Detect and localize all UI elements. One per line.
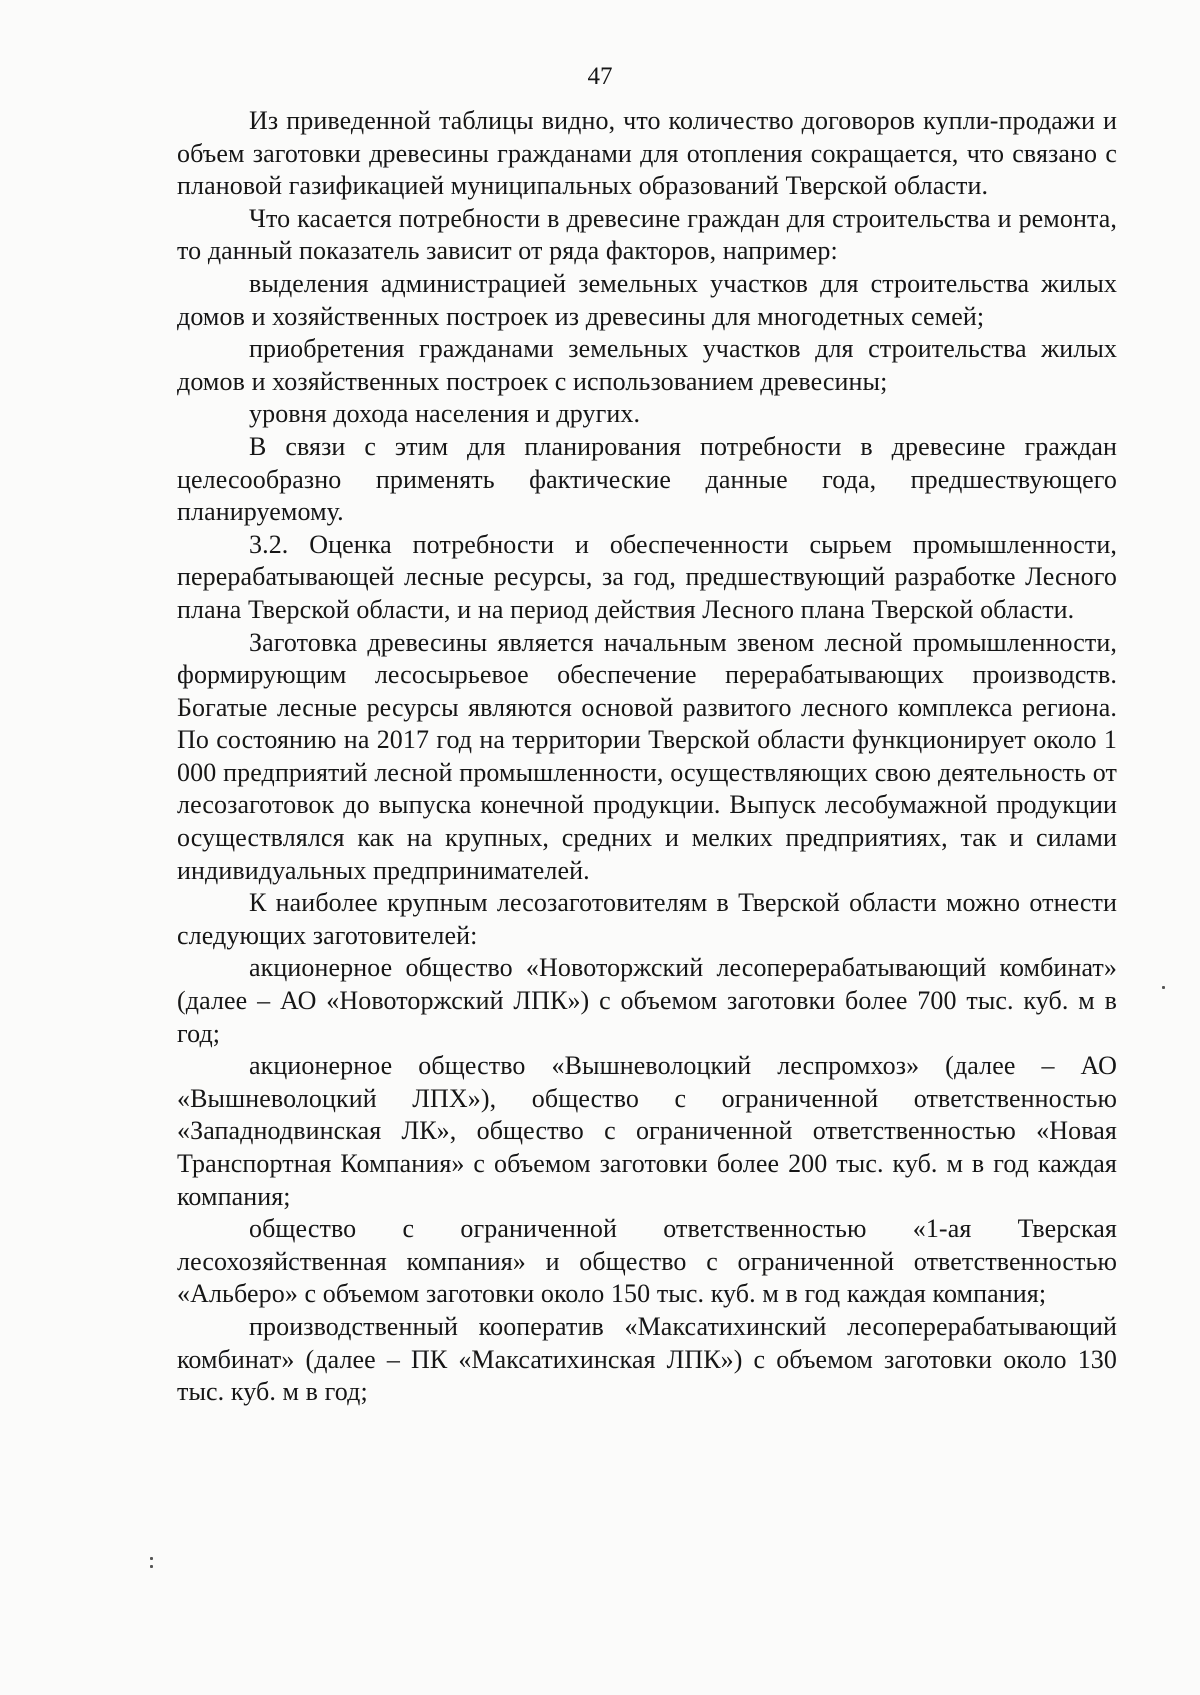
paragraph-land-allocation: выделения администрацией земельных участков для строительства жилых домов и хозяйственных построек из древесины для многодетных семей; bbox=[177, 268, 1117, 331]
paragraph-forest-industry: Заготовка древесины является начальным звеном лесной промышленности, формирующим лесосырьевое обеспечение перерабатывающих производств. Богатые лесные ресурсы являются основой развитого лесного комплекса региона. По состоянию на 2017 год на территории Тверской области функционирует около 1 000 предприятий лесной промышленности, осуществляющих свою деятельность от лесозаготовок до выпуска конечной продукции. Выпуск лесобумажной продукции осуществлялся как на крупных, средних и мелких предприятиях, так и силами индивидуальных предпринимателей. bbox=[177, 627, 1117, 885]
document-body bbox=[177, 105, 1117, 1409]
scan-speck bbox=[150, 1565, 153, 1568]
list-item-novotorzhsky: акционерное общество «Новоторжский лесоперерабатывающий комбинат» (далее – АО «Новоторжский ЛПК») с объемом заготовки более 700 тыс. куб. м в год; bbox=[177, 953, 1117, 1048]
paragraph-planning: В связи с этим для планирования потребности в древесине граждан целесообразно применять фактические данные года, предшествующего планируемому. bbox=[177, 431, 1117, 527]
page-number: 47 bbox=[587, 63, 613, 90]
scan-speck bbox=[150, 1557, 153, 1560]
scan-speck bbox=[1162, 986, 1165, 989]
paragraph-table-conclusion: Из приведенной таблицы видно, что количество договоров купли-продажи и объем заготовки древесины гражданами для отопления сокращается, что связано с плановой газификацией муниципальных образований Тверской области. bbox=[177, 106, 1117, 201]
paragraph-land-purchase: приобретения гражданами земельных участков для строительства жилых домов и хозяйственных построек с использованием древесины; bbox=[177, 334, 1117, 396]
paragraph-construction-needs: Что касается потребности в древесине граждан для строительства и ремонта, то данный показатель зависит от ряда факторов, например: bbox=[177, 203, 1117, 266]
paragraph-income-level: уровня дохода населения и других. bbox=[249, 399, 641, 429]
paragraph-largest-harvesters: К наиболее крупным лесозаготовителям в Тверской области можно отнести следующих заготовителей: bbox=[177, 888, 1117, 950]
section-heading-3-2: 3.2. Оценка потребности и обеспеченности сырьем промышленности, перерабатывающей лесные ресурсы, за год, предшествующий разработке Лесного плана Тверской области, и на период действия Лесного плана Тверской области. bbox=[177, 529, 1117, 624]
list-item-vyshnevolotsky: акционерное общество «Вышневолоцкий леспромхоз» (далее – АО «Вышневолоцкий ЛПХ»), общество с ограниченной ответственностью «Западнодвинская ЛК», общество с ограниченной ответственностью «Новая Транспортная Компания» с объемом заготовки более 200 тыс. куб. м в год каждая компания; bbox=[177, 1051, 1117, 1211]
list-item-tverskaya-albero: общество с ограниченной ответственностью «1-ая Тверская лесохозяйственная компания» и общество с ограниченной ответственностью «Альберо» с объемом заготовки около 150 тыс. куб. м в год каждая компания; bbox=[177, 1214, 1117, 1309]
list-item-maksatikhinsky: производственный кооператив «Максатихинский лесоперерабатывающий комбинат» (далее – ПК «Максатихинская ЛПК») с объемом заготовки около 130 тыс. куб. м в год; bbox=[177, 1311, 1117, 1407]
